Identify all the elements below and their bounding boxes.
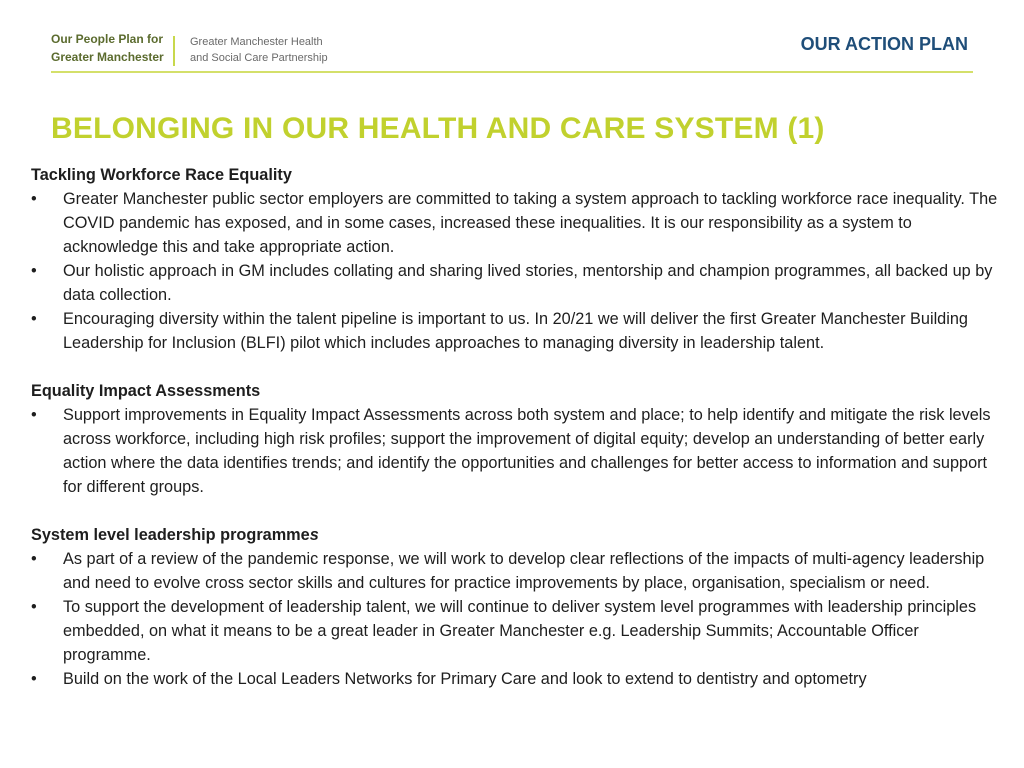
logo-divider (173, 36, 175, 66)
list-item-text: To support the development of leadership talent, we will continue to deliver system level programmes with leadership principles embedded, on what it means to be a great leader in Greater Manchester e.g. Leadership Summits; Accountable Officer programme. (63, 598, 977, 664)
bullet-list (31, 547, 1006, 691)
partnership-logo (190, 34, 328, 66)
people-plan-logo (51, 30, 164, 66)
bullet-glyph: • (31, 406, 37, 424)
content-body (31, 163, 1006, 691)
list-item (31, 187, 1006, 259)
bullet-glyph: • (31, 598, 37, 616)
page-title: BELONGING IN OUR HEALTH AND CARE SYSTEM (1) (51, 112, 825, 145)
section-heading-text: System level leadership programme (31, 526, 310, 544)
bullet-list (31, 403, 1006, 499)
section-heading: Equality Impact Assessments (31, 382, 261, 400)
section-heading-suffix: s (309, 526, 319, 544)
bullet-list (31, 187, 1006, 355)
bullet-glyph: • (31, 262, 37, 280)
list-item-text: Build on the work of the Local Leaders Networks for Primary Care and look to extend to dentistry and optometry (63, 670, 867, 688)
section-race-equality (31, 163, 1006, 355)
logo-line-1: Our People Plan for (51, 32, 164, 46)
list-item-text: Our holistic approach in GM includes collating and sharing lived stories, mentorship and champion programmes, all backed up by data collection. (63, 262, 993, 304)
list-item-text: Encouraging diversity within the talent pipeline is important to us. In 20/21 we will deliver the first Greater Manchester Building Leadership for Inclusion (BLFI) pilot which includes approaches to managing diversity in leadership talent. (63, 310, 968, 352)
section-label: OUR ACTION PLAN (800, 34, 968, 54)
partner-line-2: and Social Care Partnership (190, 52, 328, 64)
list-item (31, 307, 1006, 355)
list-item (31, 547, 1006, 595)
section-impact-assessments (31, 379, 1006, 499)
list-item-text: Support improvements in Equality Impact Assessments across both system and place; to help identify and mitigate the risk levels across workforce, including high risk profiles; support the improvement of digital equity; develop an understanding of better early action where the data identifies trends; and identify the opportunities and challenges for better access to information and support for different groups. (63, 406, 991, 496)
list-item-text: As part of a review of the pandemic response, we will work to develop clear reflections of the impacts of multi-agency leadership and need to evolve cross sector skills and cultures for practice improvements by place, organisation, specialism or need. (63, 550, 985, 592)
list-item (31, 259, 1006, 307)
bullet-glyph: • (31, 190, 37, 208)
section-leadership-programmes (31, 523, 1006, 691)
section-heading (31, 523, 1006, 547)
partner-line-1: Greater Manchester Health (190, 36, 323, 48)
page-header (0, 0, 1024, 75)
list-item (31, 667, 1006, 691)
header-rule (51, 71, 973, 73)
bullet-glyph: • (31, 550, 37, 568)
spacer (31, 355, 1006, 379)
list-item (31, 403, 1006, 499)
logo-line-2: Greater Manchester (51, 50, 164, 64)
bullet-glyph: • (31, 310, 37, 328)
bullet-glyph: • (31, 670, 37, 688)
section-heading: Tackling Workforce Race Equality (31, 166, 292, 184)
spacer (31, 499, 1006, 523)
list-item-text: Greater Manchester public sector employers are committed to taking a system approach to tackling workforce race inequality. The COVID pandemic has exposed, and in some cases, increased these inequalities. It is our responsibility as a system to acknowledge this and take appropriate action. (63, 190, 998, 256)
list-item (31, 595, 1006, 667)
